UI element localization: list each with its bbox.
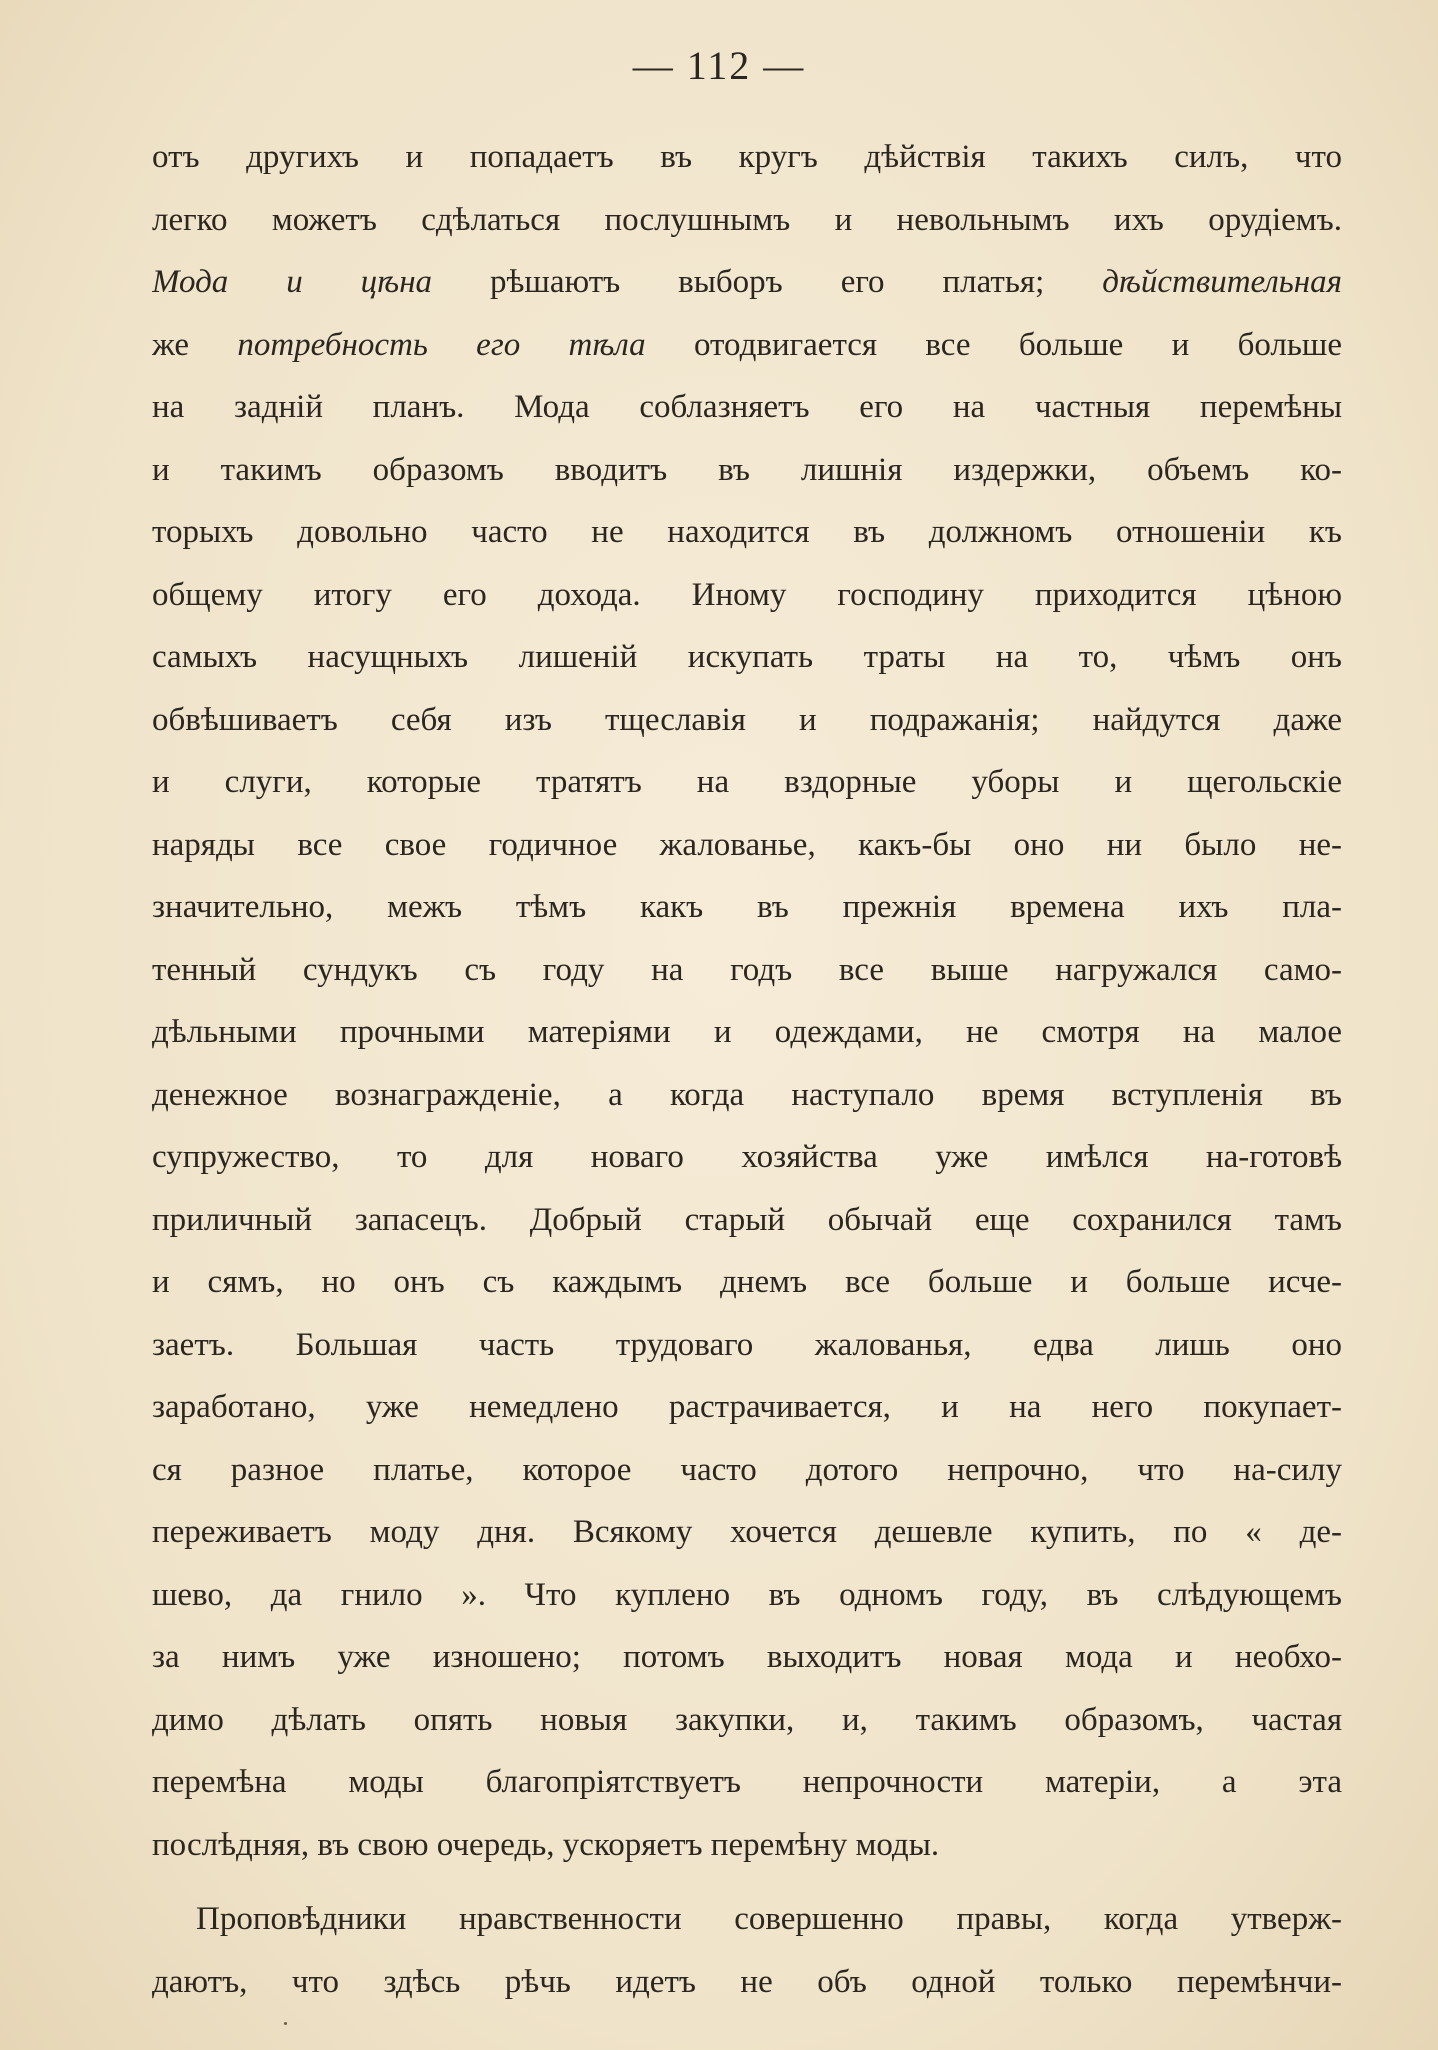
text-line [152, 1126, 1342, 1189]
text-line [152, 1564, 1342, 1627]
text-line [152, 1501, 1342, 1564]
text-run: за нимъ уже изношено; потомъ выходитъ новая мода и необхо- [152, 1639, 1342, 1675]
text-line [152, 1001, 1342, 1064]
paragraph-gap [152, 1876, 1342, 1888]
italic-run: Мода и цѣна [152, 264, 433, 300]
text-line [152, 1376, 1342, 1439]
text-line [152, 501, 1342, 564]
paper-speck [284, 2022, 287, 2025]
text-run: значительно, межъ тѣмъ какъ въ прежнія времена ихъ пла- [152, 889, 1342, 925]
text-run: рѣшаютъ выборъ его платья; [432, 264, 1103, 300]
text-line [152, 189, 1342, 252]
italic-run: дѣйствительная [1102, 264, 1342, 300]
text-line [152, 1888, 1342, 1951]
text-line [152, 689, 1342, 752]
text-line [152, 126, 1342, 189]
text-run: заетъ. Большая часть трудоваго жалованья, едва лишь оно [152, 1326, 1342, 1363]
text-line [152, 1689, 1342, 1752]
text-run: Проповѣдники нравственности совершенно правы, когда утверж- [196, 1901, 1342, 1937]
text-run: заработано, уже немедлено растрачивается, и на него покупает- [152, 1389, 1342, 1425]
text-run: и сямъ, но онъ съ каждымъ днемъ все больше и больше исче- [152, 1264, 1342, 1300]
text-run: шево, да гнило ». Что куплено въ одномъ году, въ слѣдующемъ [152, 1576, 1342, 1613]
text-line [152, 626, 1342, 689]
paragraph [152, 126, 1342, 1876]
text-run: отъ другихъ и попадаетъ въ кругъ дѣйствія такихъ силъ, что [152, 139, 1342, 175]
text-run: отодвигается все больше и больше [645, 326, 1342, 363]
text-run: перемѣна моды благопріятствуетъ непрочности матеріи, а эта [152, 1764, 1342, 1800]
text-line [152, 1439, 1342, 1502]
text-line [152, 564, 1342, 627]
text-run: и такимъ образомъ вводитъ въ лишнія издержки, объемъ ко- [152, 451, 1342, 488]
text-run: переживаетъ моду дня. Всякому хочется дешевле купить, по « де- [152, 1514, 1342, 1550]
text-run: общему итогу его дохода. Иному господину приходится цѣною [152, 576, 1342, 613]
text-run: обвѣшиваетъ себя изъ тщеславія и подражанія; найдутся даже [152, 701, 1342, 738]
text-line [152, 1314, 1342, 1377]
text-run: послѣдняя, въ свою очередь, ускоряетъ перемѣну моды. [152, 1826, 940, 1863]
text-run: наряды все свое годичное жалованье, какъ-бы оно ни было не- [152, 826, 1342, 863]
text-line [152, 251, 1342, 314]
text-run: легко можетъ сдѣлаться послушнымъ и невольнымъ ихъ орудіемъ. [152, 201, 1342, 238]
text-line [152, 1751, 1342, 1814]
text-run: тенный сундукъ съ году на годъ все выше нагружался само- [152, 951, 1342, 988]
text-run: торыхъ довольно часто не находится въ должномъ отношеніи къ [152, 514, 1342, 550]
paragraph [152, 1888, 1342, 2013]
text-line [152, 1251, 1342, 1314]
text-line [152, 1189, 1342, 1252]
text-line [152, 376, 1342, 439]
text-line [152, 1626, 1342, 1689]
text-run: и слуги, которые тратятъ на вздорные уборы и щегольскіе [152, 764, 1342, 800]
italic-run: потребность его тѣла [237, 326, 646, 363]
text-run: денежное вознагражденіе, а когда наступало время вступленія въ [152, 1076, 1342, 1113]
text-run: супружество, то для новаго хозяйства уже имѣлся на-готовѣ [152, 1139, 1342, 1175]
text-line [152, 314, 1342, 377]
text-run: даютъ, что здѣсь рѣчь идетъ не объ одной только перемѣнчи- [152, 1963, 1342, 2000]
text-line [152, 1951, 1342, 2014]
text-run: дѣльными прочными матеріями и одеждами, не смотря на малое [152, 1014, 1342, 1050]
text-run: на задній планъ. Мода соблазняетъ его на частныя перемѣны [152, 389, 1342, 425]
text-line [152, 876, 1342, 939]
text-run: же [152, 326, 238, 363]
text-run: димо дѣлать опять новыя закупки, и, такимъ образомъ, частая [152, 1701, 1342, 1738]
text-run: приличный запасецъ. Добрый старый обычай еще сохранился тамъ [152, 1201, 1342, 1238]
page-number: — 112 — [632, 43, 806, 88]
text-line [152, 439, 1342, 502]
body-text [152, 126, 1342, 2013]
text-line [152, 1814, 1342, 1877]
text-run: самыхъ насущныхъ лишеній искупать траты на то, чѣмъ онъ [152, 639, 1342, 675]
text-line [152, 939, 1342, 1002]
text-line [152, 751, 1342, 814]
text-run: ся разное платье, которое часто дотого непрочно, что на-силу [152, 1451, 1342, 1488]
text-line [152, 1064, 1342, 1127]
text-line [152, 814, 1342, 877]
